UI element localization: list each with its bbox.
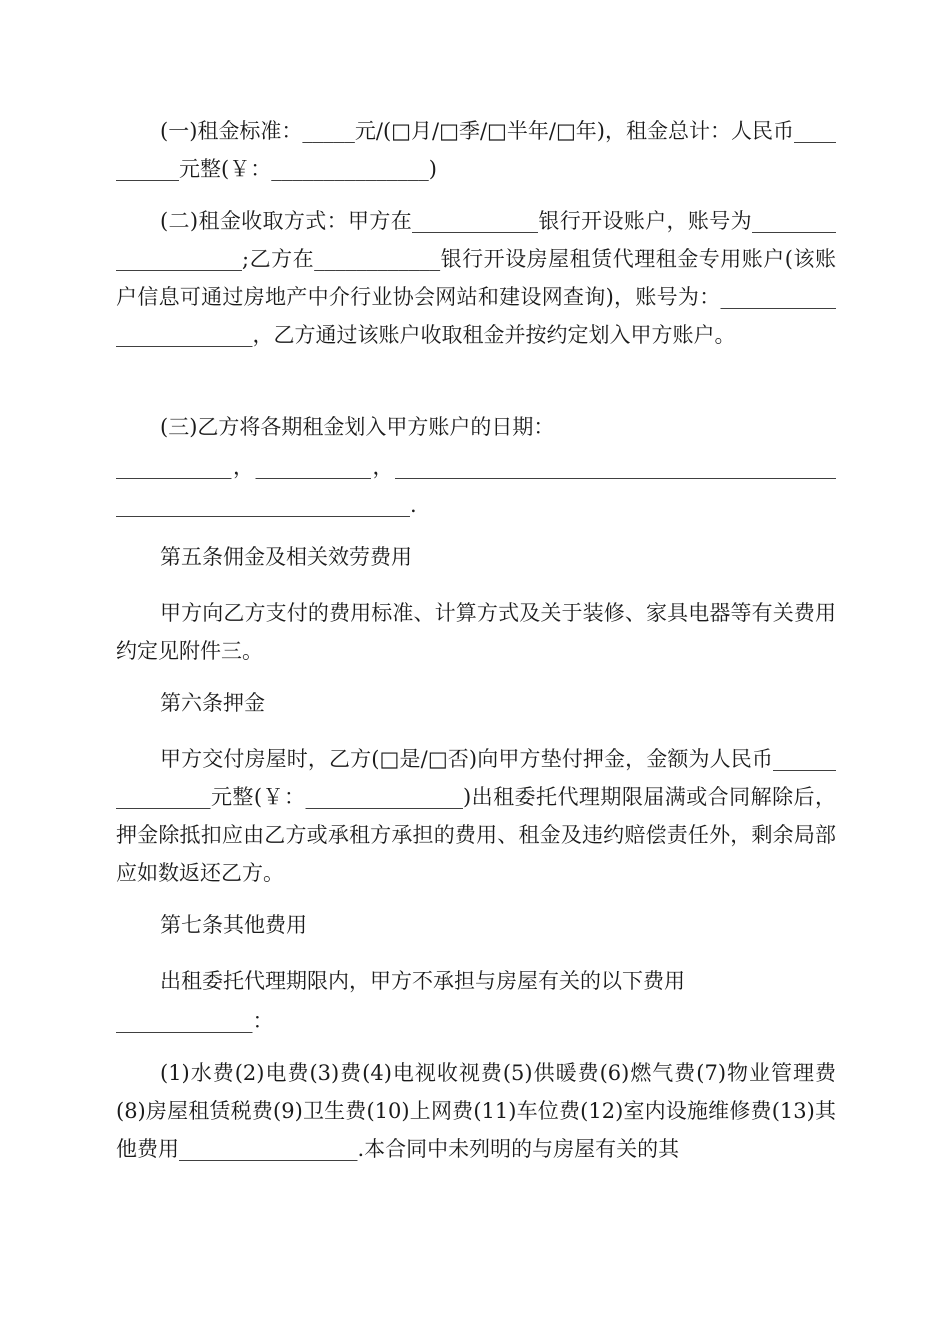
article-seven-body: 出租委托代理期限内，甲方不承担与房屋有关的以下费用	[160, 969, 685, 993]
payment-date-paragraph: (三)乙方将各期租金划入甲方账户的日期：	[160, 415, 555, 439]
article-six-heading: 第六条押金	[160, 691, 265, 715]
fee-list-paragraph: (1)水费(2)电费(3)费(4)电视收视费(5)供暖费(6)燃气费(7)物业管理费(8)房屋租赁税费(9)卫生费(10)上网费(11)车位费(12)室内设施维修费(13)其他费用_________________.本合同中未列明的与房屋有关的其	[116, 1061, 836, 1161]
payment-date-blanks: ___________，___________，______________________________________________________________________.	[116, 455, 836, 517]
article-six-body: 甲方交付房屋时，乙方(□是/□否)向甲方垫付押金，金额为人民币_______________元整(￥：_______________)出租委托代理期限届满或合同解除后，押金除抵扣应由乙方或承租方承担的费用、租金及违约赔偿责任外，剩余局部应如数返还乙方。	[116, 747, 836, 885]
rent-collection-paragraph: (二)租金收取方式：甲方在____________银行开设账户，账号为____________________;乙方在____________银行开设房屋租赁代理租金专用账户(该账户信息可通过房地产中介行业协会网站和建设网查询)，账号为：________________________，乙方通过该账户收取租金并按约定划入甲方账户。	[116, 209, 836, 347]
article-seven-blank: _____________：	[116, 1009, 274, 1033]
article-five-body: 甲方向乙方支付的费用标准、计算方式及关于装修、家具电器等有关费用约定见附件三。	[116, 601, 836, 663]
article-seven-heading: 第七条其他费用	[160, 913, 307, 937]
article-five-heading: 第五条佣金及相关效劳费用	[160, 545, 412, 569]
rent-standard-paragraph: (一)租金标准：_____元/(□月/□季/□半年/□年)，租金总计：人民币__________元整(￥：_______________)	[116, 119, 836, 181]
